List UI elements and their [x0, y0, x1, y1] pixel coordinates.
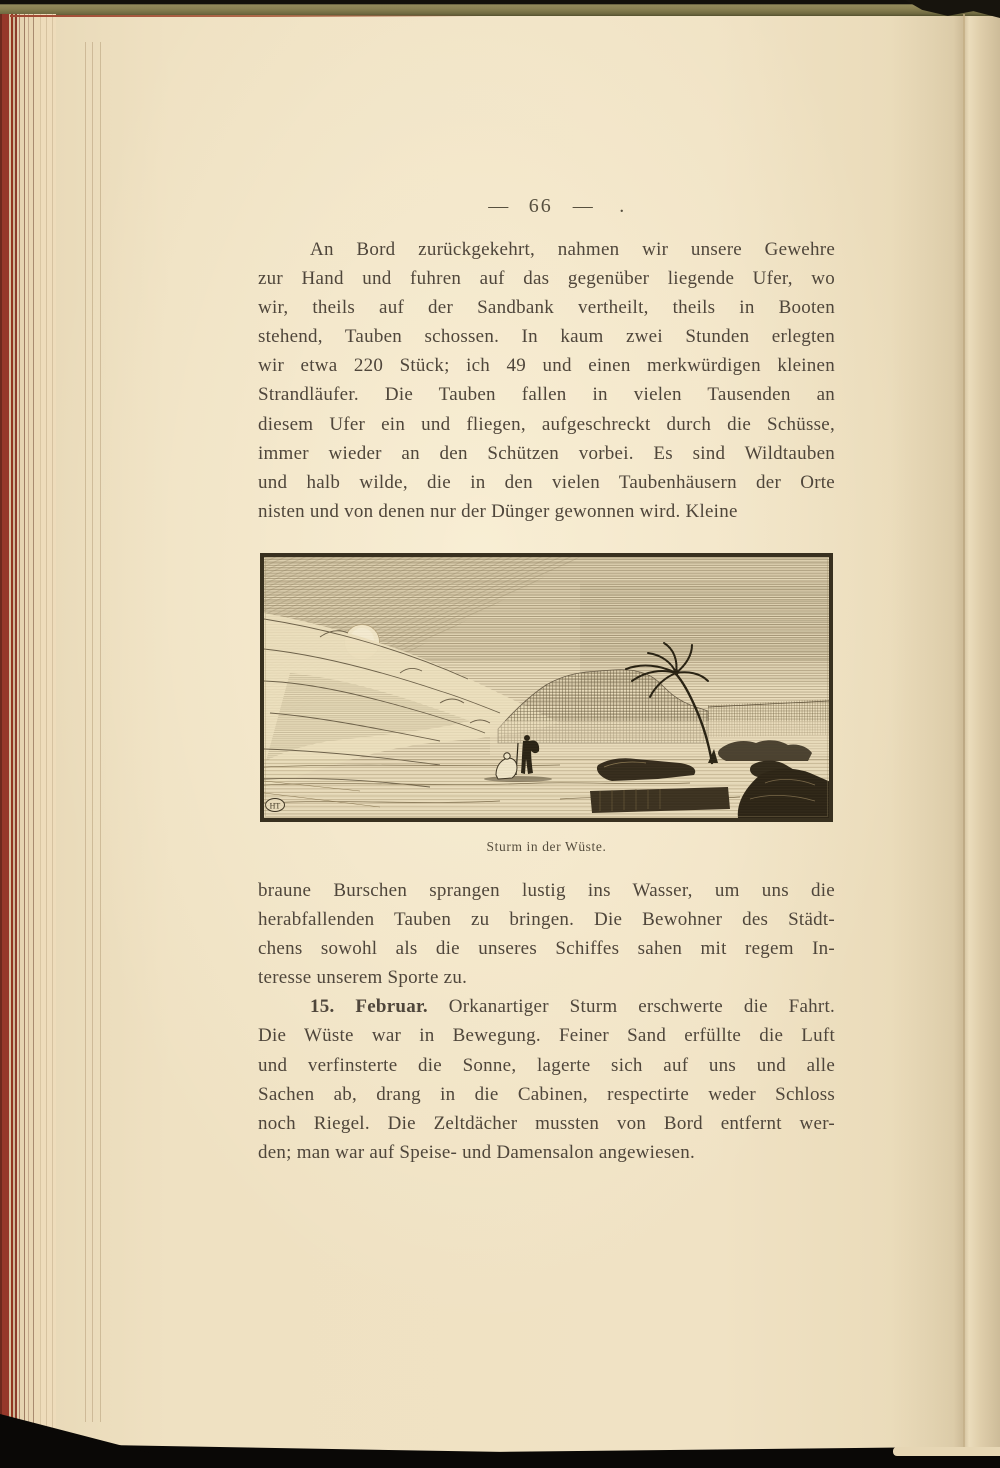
text-line: Die Wüste war in Bewegung. Feiner Sand erfüllte die Luft [258, 1025, 835, 1047]
text-line: An Bord zurückgekehrt, nahmen wir unsere Gewehre [310, 239, 835, 260]
page-fold-crease [963, 14, 965, 1454]
book-page [55, 12, 1000, 1462]
text-line: teresse unserem Sporte zu. [258, 967, 468, 989]
page-edge-line [92, 42, 93, 1422]
text-line: herabfallenden Tauben zu bringen. Die Bewohner des Städt- [258, 909, 835, 931]
paragraph-pigeon-hunt [258, 235, 835, 526]
page-header [258, 195, 835, 218]
gutter-shade [890, 12, 1000, 1462]
text-line: wir, theils auf der Sandbank vertheilt, theils in Booten [258, 297, 835, 319]
figure-illustration [260, 553, 833, 855]
text-line: chens sowohl als die unseres Schiffes sahen mit regem In- [258, 938, 835, 960]
monogram-text: HT [269, 801, 281, 811]
text-line: immer wieder an den Schützen vorbei. Es sind Wildtauben [258, 442, 835, 464]
next-page-sliver [893, 1447, 1000, 1456]
text-line: den; man war auf Speise- und Damensalon angewiesen. [258, 1141, 695, 1163]
text-line: diesem Ufer ein und fliegen, aufgeschreckt durch die Schüsse, [258, 413, 835, 435]
text-line: nisten und von denen nur der Dünger gewonnen wird. Kleine [258, 500, 738, 522]
paragraph-block-bottom [258, 876, 835, 1167]
text-line: zur Hand und fuhren auf das gegenüber liegende Ufer, wo [258, 268, 835, 290]
engraving-storm-in-desert [260, 553, 833, 822]
fore-edge-stripes [0, 14, 56, 1434]
header-dash-left: — [488, 195, 509, 217]
text-line: Strandläufer. Die Tauben fallen in vielen Tausenden an [258, 384, 835, 406]
text-line: und halb wilde, die in den vielen Taubenhäusern der Orte [258, 471, 835, 493]
header-period: . [619, 195, 625, 217]
text-line: wir etwa 220 Stück; ich 49 und einen merkwürdigen kleinen [258, 355, 835, 377]
figure-caption: Sturm in der Wüste. [486, 839, 607, 854]
text-line: stehend, Tauben schossen. In kaum zwei Stunden erlegten [258, 326, 835, 348]
header-dash-right: — [572, 195, 594, 217]
text-line: noch Riegel. Die Zeltdächer mussten von Bord entfernt wer- [258, 1112, 835, 1134]
page-edge-line [100, 42, 101, 1422]
page-number: 66 [528, 195, 553, 217]
engraving-texture [264, 557, 829, 818]
book-top-edge [0, 0, 1000, 16]
paragraph-block-top [258, 235, 835, 526]
text-line: Sachen ab, drang in die Cabinen, respectirte weder Schloss [258, 1083, 835, 1105]
text-line: 15. Februar. Orkanartiger Sturm erschwerte die Fahrt. [310, 996, 835, 1018]
paragraph-15-februar-storm [258, 992, 835, 1167]
page-top-red-edge [10, 15, 480, 17]
paragraph-boys-in-water [258, 876, 835, 992]
text-line: braune Burschen sprangen lustig ins Wasser, um uns die [258, 880, 835, 901]
text-line: und verfinsterte die Sonne, lagerte sich auf uns und alle [258, 1054, 835, 1076]
page-edge-line [85, 42, 86, 1422]
